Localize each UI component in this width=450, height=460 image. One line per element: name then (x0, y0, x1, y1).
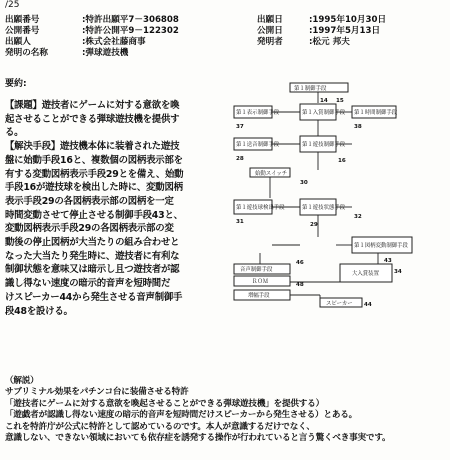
svg-text:第１送音制御手段: 第１送音制御手段 (236, 142, 280, 148)
abstract-line: 時間変動させて停止させる制御手段43と、 (5, 209, 183, 221)
application-date-label: 出願日 (257, 15, 283, 25)
comment-line: これを特許庁が公式に特許として認めているのです。本人が意識するだけでなく、 (5, 421, 315, 432)
box-input-control (300, 104, 346, 120)
ref-32: 32 (354, 214, 362, 220)
svg-text:大入賞装置: 大入賞装置 (352, 271, 379, 277)
abstract-line: けスピーカー44から発生させる音声制御手 (5, 291, 183, 303)
abstract-line: 【課題】遊技者にゲームに対する意欲を喚 (5, 100, 180, 111)
svg-text:第１遊技制御手段: 第１遊技制御手段 (302, 142, 346, 148)
application-number: :特許出願平7－306808 (82, 15, 179, 25)
svg-text:増幅手段: 増幅手段 (248, 293, 270, 299)
box-symbol-control (352, 237, 412, 253)
box-voice-control (234, 264, 290, 274)
abstract-line: なった大当たり発生時に、遊技者に有利な (5, 250, 180, 262)
ref-34: 34 (394, 269, 402, 275)
application-number-label: 出願番号 (5, 15, 40, 25)
abstract-line: 動後の停止図柄が大当たりの組み合わせと (5, 237, 180, 249)
ref-16: 16 (338, 158, 346, 164)
commentary (5, 376, 445, 444)
applicant: :株式会社藤商事 (82, 37, 146, 47)
ref-44: 44 (364, 302, 372, 308)
abstract-line: 制御状態を意味又は暗示し且つ遊技者が認 (5, 264, 180, 276)
abstract-line: 手段16が遊技球を検出した時に、変動図柄 (5, 182, 183, 194)
svg-text:スピーカー: スピーカー (326, 301, 353, 307)
publication-date-label: 公開日 (257, 26, 283, 36)
svg-text:始動スイッチ: 始動スイッチ (255, 171, 288, 177)
comment-line: 「遊戯者が認識し得ない速度の暗示的音声を短時間だけスピーカーから発生させる）とある。 (5, 410, 358, 421)
box-display-control (234, 106, 280, 118)
abstract-line: 起させることができる弾球遊技機を提供す (5, 113, 180, 125)
svg-text:第１入賞制御手段: 第１入賞制御手段 (302, 110, 346, 116)
comment-heading: （解説） (5, 376, 39, 386)
ref-14: 14 (320, 98, 328, 104)
application-date: :1995年10月30日 (309, 15, 387, 25)
ref-31: 31 (236, 219, 244, 225)
inventor-label: 発明者 (257, 37, 283, 47)
svg-text:第１図柄変動制御手段: 第１図柄変動制御手段 (354, 243, 408, 249)
box-sound-control (234, 138, 280, 150)
comment-line: 意識しない、できない領域においても依存症を誘発する操作が行われていると言う驚くべき事実です。 (5, 433, 391, 444)
ref-48: 48 (296, 282, 304, 288)
ref-30: 30 (300, 180, 308, 186)
box-speaker (320, 298, 362, 307)
abstract-line: 【解決手段】遊技機本体に装着された遊技 (5, 141, 180, 153)
invention-title: :弾球遊技機 (82, 48, 129, 58)
ref-37: 37 (236, 124, 244, 130)
box-rom (234, 276, 290, 286)
svg-text:第１表示制御手段: 第１表示制御手段 (236, 110, 280, 116)
ref-28: 28 (236, 156, 244, 162)
invention-title-label: 発明の名称 (5, 48, 48, 58)
box-mode-control (300, 136, 346, 152)
ref-29: 29 (310, 222, 318, 228)
comment-line: サブリミナル効果をパチンコ台に装備させる特許 (5, 387, 189, 398)
page-number: /25 (5, 0, 20, 10)
ref-15: 15 (336, 98, 344, 104)
abstract-line: 有する変動図柄表示手段29とを備え、始動 (5, 168, 184, 180)
inventor: :松元 邦夫 (309, 37, 350, 47)
svg-text:第１制御手段: 第１制御手段 (294, 86, 327, 92)
ref-46: 46 (296, 260, 304, 266)
publication-date: :1997年5月13日 (309, 26, 381, 36)
abstract-line: 識し得ない速度の暗示的音声を短時間だ (5, 278, 171, 290)
box-ball-detect (234, 200, 285, 214)
applicant-label: 出願人 (5, 37, 31, 47)
box-amplifier (234, 290, 290, 300)
publication-number-label: 公開番号 (5, 26, 40, 36)
svg-text:第１時間制御手段: 第１時間制御手段 (354, 110, 398, 116)
abstract-line: る。 (5, 127, 24, 139)
box-big-prize (340, 264, 392, 282)
box-game-state (300, 199, 346, 215)
publication-number: :特許公開平9－122302 (82, 26, 179, 36)
abstract-line: 盤に始動手段16と、複数個の図柄表示部を (5, 154, 183, 166)
svg-text:第１遊技状態手段: 第１遊技状態手段 (302, 205, 346, 211)
comment-line: 「遊技者にゲームに対する意欲を喚起させることができる弾球遊技機」を提供する） (5, 398, 324, 409)
svg-text:第１遊技球検出手段: 第１遊技球検出手段 (236, 205, 285, 211)
abstract-label: 要約: (5, 79, 27, 89)
box-control-top (290, 83, 348, 92)
svg-text:音声制御手段: 音声制御手段 (240, 267, 273, 273)
abstract-line: 段48を設ける。 (5, 305, 73, 317)
box-start-switch (250, 168, 290, 177)
ref-43: 43 (384, 258, 392, 264)
svg-text:ＲＯＭ: ＲＯＭ (252, 279, 269, 285)
box-time-control (352, 106, 398, 118)
abstract-line: 表示手段29の各図柄表示部の図柄を一定 (5, 195, 174, 207)
ref-38: 38 (354, 124, 362, 130)
abstract-line: 変動図柄表示手段29の各図柄表示部の変 (5, 223, 174, 235)
